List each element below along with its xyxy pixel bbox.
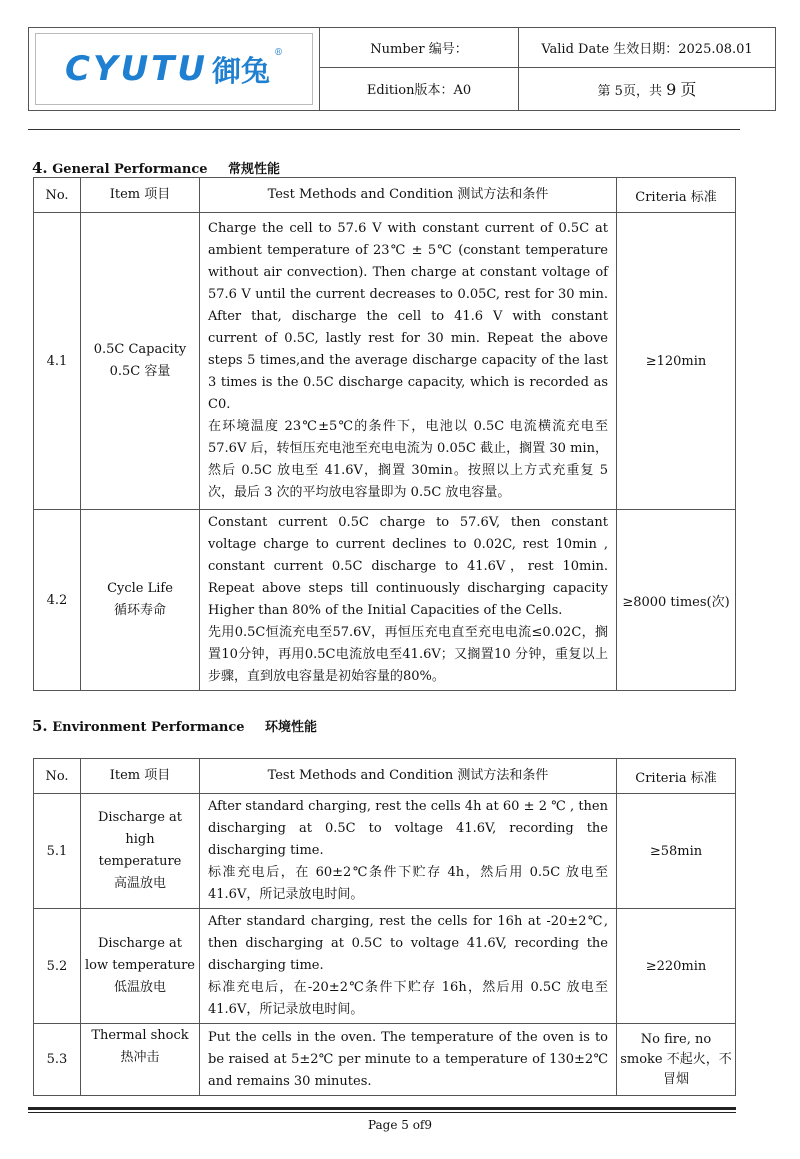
item-line: 0.5C 容量 [109,364,171,379]
general-performance-table [33,177,736,691]
header-item: Item 项目 [81,759,200,794]
method-cn: 标准充电后，在 60±2℃条件下贮存 4h，然后用 0.5C 放电至 41.6V，所记录放电时间。 [208,865,608,902]
section-4-title-cn: 常规性能 [228,162,281,177]
header-no: No. [34,178,81,213]
method-cn: 先用0.5C恒流充电至57.6V，再恒压充电直至充电电流≤0.02C，搁置10分钟，再用0.5C电流放电至41.6V；又搁置10 分钟，重复以上步骤，直到放电容量是初始容量的80%。 [208,625,608,684]
section-5-title [32,716,317,735]
header-method: Test Methods and Condition 测试方法和条件 [200,178,617,213]
table-row [34,1024,736,1096]
row-criteria: ≥58min [617,794,736,909]
edition-label: Edition版本：A0 [320,67,519,110]
item-line: Discharge at [98,936,182,951]
header-item: Item 项目 [81,178,200,213]
method-en: After standard charging, rest the cells 4h at 60 ± 2 ℃ , then discharging at 0.5C to voltage 41.6V, recording the discharging time. [208,799,608,858]
row-method [200,909,617,1024]
row-no: 5.2 [34,909,81,1024]
header-divider [28,129,740,130]
method-en: After standard charging, rest the cells for 16h at -20±2℃, then discharging at 0.5C to voltage 41.6V, recording the discharging time. [208,914,608,973]
item-line: 循环寿命 [113,603,166,618]
document-header [28,27,776,111]
row-method [200,213,617,510]
row-item [81,213,200,510]
company-logo [35,33,313,105]
table-row [34,213,736,510]
item-line: 低温放电 [113,980,166,995]
environment-performance-table [33,758,736,1096]
registered-mark: ® [274,48,283,58]
row-no: 4.2 [34,510,81,691]
item-line: 热冲击 [120,1050,160,1065]
logo-cn-text: 御兔 [211,53,270,88]
row-no: 5.3 [34,1024,81,1096]
footer-rule-thin [28,1112,736,1113]
section-5-number: 5. [32,717,48,735]
section-5-title-cn: 环境性能 [265,720,318,735]
logo-cell [29,28,320,111]
page-prefix: 第 5页，共 [597,84,662,100]
table-header-row [34,178,736,213]
row-criteria: ≥220min [617,909,736,1024]
header-method: Test Methods and Condition 测试方法和条件 [200,759,617,794]
header-criteria: Criteria 标准 [617,178,736,213]
row-item [81,1024,200,1096]
item-line: temperature [98,854,182,869]
method-en: Charge the cell to 57.6 V with constant current of 0.5C at ambient temperature of 23℃ ± 5℃ (constant temperature without air convection). Then charge at constant voltage of 57.6 V until the current decreases to 0.05C, rest for 30 min. After that, discharge the cell to 41.6 V with constant current of 0.5C, lastly rest for 30 min. Repeat the above steps 5 times,and the average discharge capacity of the last 3 times is the 0.5C discharge capacity, which is recorded as C0. [208,221,608,412]
item-line: high [125,832,155,847]
row-criteria: No fire, no smoke 不起火，不冒烟 [617,1024,736,1096]
section-5-title-en: Environment Performance [52,720,245,735]
item-line: low temperature [85,958,195,973]
section-4-title [32,158,280,177]
row-no: 5.1 [34,794,81,909]
page-footer: Page 5 of9 [367,1118,433,1132]
row-method [200,1024,617,1096]
method-cn: 标准充电后，在-20±2℃条件下贮存 16h，然后用 0.5C 放电至 41.6V，所记录放电时间。 [208,980,608,1017]
item-line: 高温放电 [113,876,166,891]
table-row [34,794,736,909]
item-line: 0.5C Capacity [93,342,187,357]
method-en: Put the cells in the oven. The temperature of the oven is to be raised at 5±2℃ per minute to a temperature of 130±2℃ and remains 30 minutes. [208,1029,608,1089]
number-label: Number 编号： [320,28,519,68]
section-4-number: 4. [32,159,48,177]
page-count [519,67,776,110]
section-4-title-en: General Performance [52,162,208,177]
valid-date: Valid Date 生效日期：2025.08.01 [519,28,776,68]
method-cn: 在环境温度 23℃±5℃的条件下，电池以 0.5C 电流横流充电至 57.6V 后，转恒压充电池至充电电流为 0.05C 截止，搁置 30 min，然后 0.5C 放电至 41.6V，搁置 30min。按照以上方式充重复 5 次，最后 3 次的平均放电容量即为 0.5C 放电容量。 [208,419,608,500]
row-item [81,909,200,1024]
table-row [34,909,736,1024]
table-row [34,510,736,691]
row-item [81,794,200,909]
row-method [200,794,617,909]
row-no: 4.1 [34,213,81,510]
row-criteria: ≥8000 times(次) [617,510,736,691]
item-line: Discharge at [98,810,182,825]
table-header-row [34,759,736,794]
page-suffix: 页 [680,80,697,100]
page-total: 9 [666,80,677,100]
logo-latin-text: CYUTU [65,49,208,89]
row-criteria: ≥120min [617,213,736,510]
row-item [81,510,200,691]
row-method [200,510,617,691]
method-en: Constant current 0.5C charge to 57.6V, then constant voltage charge to current declines to 0.02C, rest 10min , constant current 0.5C discharge to 41.6V，rest 10min. Repeat above steps till continuously discharging capacity Higher than 80% of the Initial Capacities of the Cells. [208,515,608,618]
header-no: No. [34,759,81,794]
header-criteria: Criteria 标准 [617,759,736,794]
item-line: Thermal shock [91,1028,189,1043]
footer-rule-thick [28,1107,736,1110]
item-line: Cycle Life [107,581,173,596]
